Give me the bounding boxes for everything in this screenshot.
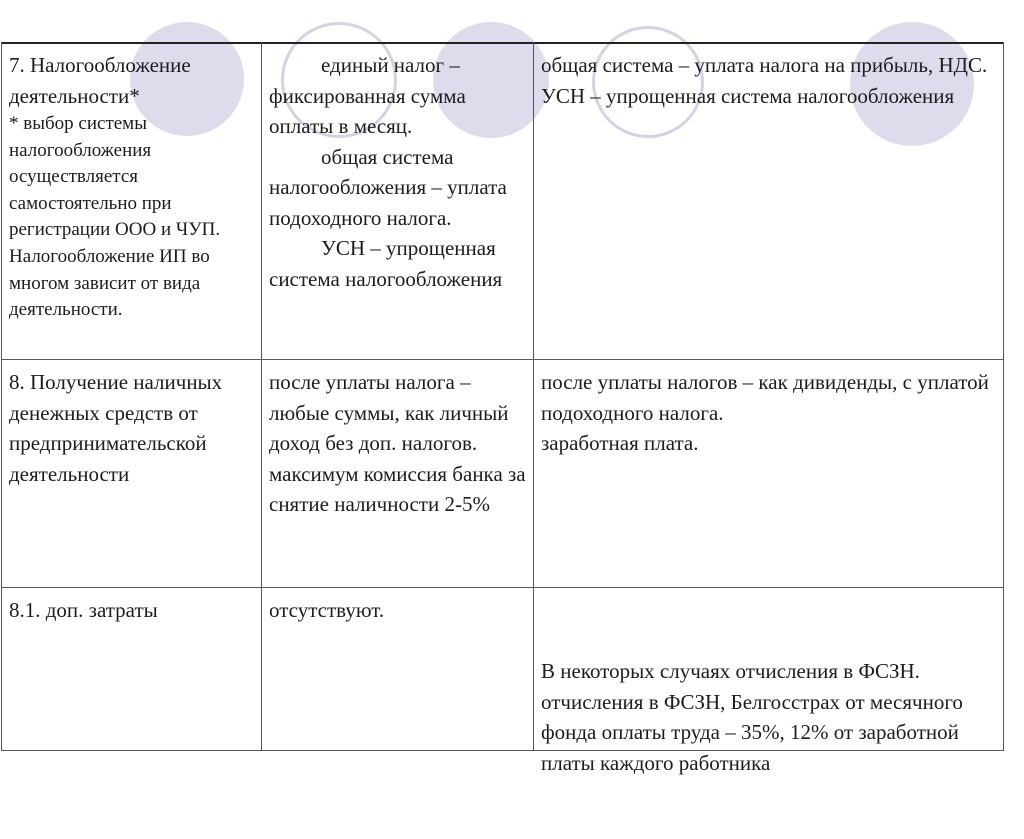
row8-option-b-cell <box>533 359 1004 587</box>
row8-option-b-salary: заработная плата. <box>541 431 699 455</box>
row7-option-b-general-system: общая система – уплата налога на прибыль, НДС. <box>541 53 988 77</box>
row7-option-a-general-system: общая система налогообложения – уплата подоходного налога. <box>269 144 507 230</box>
row7-criterion-title: 7. Налогообложение деятельности* <box>9 53 191 108</box>
row81-option-b-cell <box>533 587 1004 775</box>
row7-option-b-cell <box>533 42 1004 359</box>
row81-option-a-cell <box>261 587 533 751</box>
row81-option-b-text: В некоторых случаях отчисления в ФСЗН. отчисления в ФСЗН, Белгосстрах от месячного фонда оплаты труда – 35%, 12% от заработной платы каждого работника <box>541 659 969 775</box>
row81-criterion-cell <box>1 587 261 751</box>
column-divider <box>261 42 262 751</box>
row8-option-a-bank-fee: максимум комиссия банка за снятие наличности 2-5% <box>269 461 526 516</box>
row-divider <box>1 587 1004 588</box>
row7-criterion-cell <box>1 42 261 359</box>
row7-option-a-usn: УСН – упрощенная система налогообложения <box>269 236 503 291</box>
row-divider <box>1 359 1004 360</box>
row7-option-a-single-tax: единый налог – фиксированная сумма оплаты в месяц. <box>269 53 466 138</box>
row8-option-b-dividends: после уплаты налогов – как дивиденды, с уплатой подоходного налога. <box>541 370 989 425</box>
row8-option-a-after-tax: после уплаты налога – любые суммы, как личный доход без доп. налогов. <box>269 370 509 455</box>
row7-option-a-cell <box>261 42 533 359</box>
comparison-table <box>1 42 1004 775</box>
row7-option-b-usn: УСН – упрощенная система налогообложения <box>541 83 955 108</box>
row7-criterion-note: * выбор системы налогообложения осуществляется самостоятельно при регистрации ООО и ЧУП. Налогообложение ИП во многом зависит от вида деятельности. <box>9 113 221 321</box>
row81-criterion-text: 8.1. доп. затраты <box>9 598 158 622</box>
table-right-border <box>1003 42 1004 751</box>
table-top-border <box>1 42 1004 44</box>
row81-option-a-text: отсутствуют. <box>269 598 385 622</box>
table-left-border <box>1 42 2 751</box>
row8-criterion-text: 8. Получение наличных денежных средств от предпринимательской деятельности <box>9 370 223 486</box>
row8-option-a-cell <box>261 359 533 587</box>
row8-criterion-cell <box>1 359 261 587</box>
column-divider <box>533 42 534 751</box>
table-bottom-border <box>1 750 1004 751</box>
